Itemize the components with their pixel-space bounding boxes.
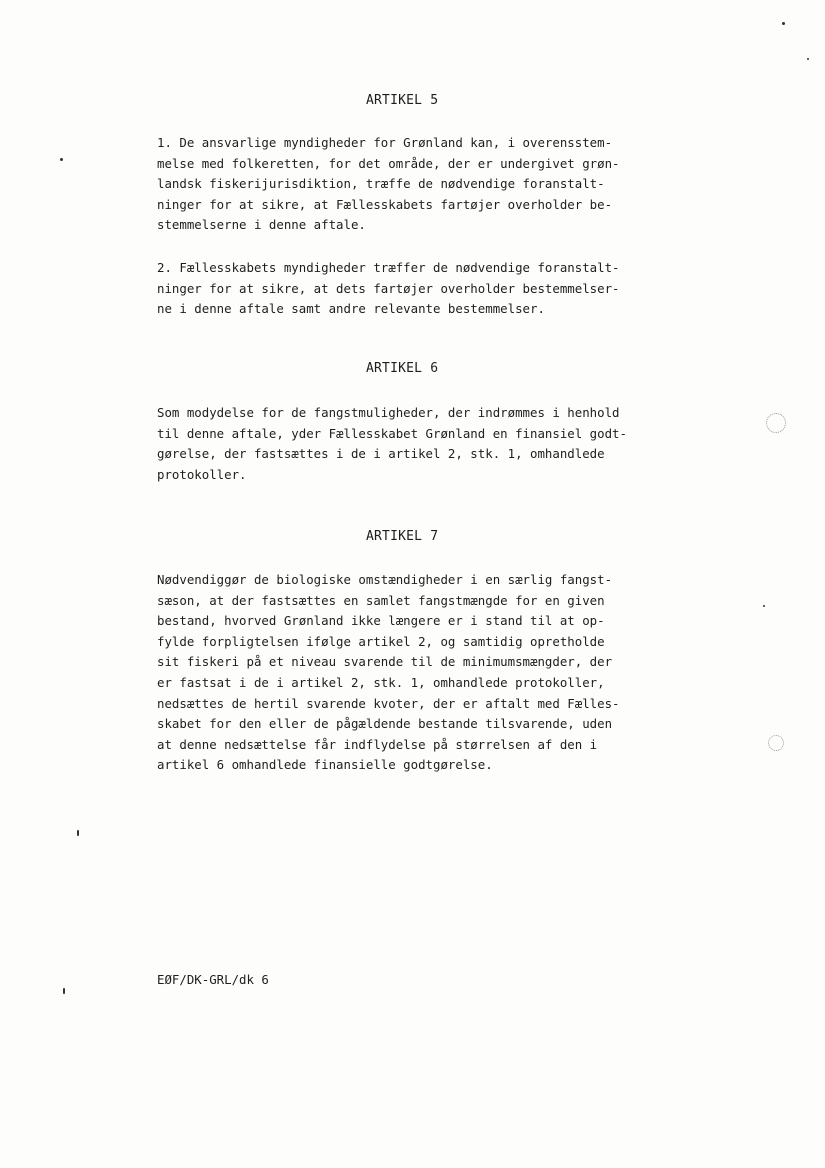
text-line: til denne aftale, yder Fællesskabet Grønland en finansiel godt- xyxy=(157,425,627,441)
text-line: er fastsat i de i artikel 2, stk. 1, omhandlede protokoller, xyxy=(157,674,605,690)
text-line: fylde forpligtelsen ifølge artikel 2, og samtidig opretholde xyxy=(157,633,605,649)
text-line: artikel 6 omhandlede finansielle godtgørelse. xyxy=(157,757,493,773)
text-line: at denne nedsættelse får indflydelse på størrelsen af den i xyxy=(157,736,598,752)
scan-speck xyxy=(782,22,785,25)
punch-hole-mark xyxy=(766,413,786,433)
text-line: melse med folkeretten, for det område, der er undergivet grøn- xyxy=(157,155,620,171)
article-5-paragraph-2 xyxy=(157,258,620,320)
text-line: skabet for den eller de pågældende bestande tilsvarende, uden xyxy=(157,716,613,732)
scan-speck xyxy=(77,830,79,836)
text-line: stemmelserne i denne aftale. xyxy=(157,217,366,233)
document-reference-footer: EØF/DK-GRL/dk 6 xyxy=(157,972,269,987)
text-line: ninger for at sikre, at dets fartøjer overholder bestemmelser- xyxy=(157,280,620,296)
text-line: Nødvendiggør de biologiske omstændigheder i en særlig fangst- xyxy=(157,572,613,587)
article-6-paragraph xyxy=(157,403,627,485)
text-line: 2. Fællesskabets myndigheder træffer de nødvendige foranstalt- xyxy=(157,260,620,275)
text-line: bestand, hvorved Grønland ikke længere er i stand til at op- xyxy=(157,613,605,629)
text-line: ne i denne aftale samt andre relevante bestemmelser. xyxy=(157,301,545,317)
article-5-heading: ARTIKEL 5 xyxy=(366,93,439,108)
article-7-heading: ARTIKEL 7 xyxy=(366,529,439,544)
text-line: gørelse, der fastsættes i de i artikel 2, stk. 1, omhandlede xyxy=(157,446,605,462)
scan-speck xyxy=(807,58,809,60)
scan-speck xyxy=(60,158,63,161)
text-line: sæson, at der fastsættes en samlet fangstmængde for en given xyxy=(157,592,605,608)
article-7-paragraph xyxy=(157,570,620,776)
scan-speck xyxy=(763,605,765,607)
text-line: landsk fiskerijurisdiktion, træffe de nødvendige foranstalt- xyxy=(157,176,605,192)
text-line: sit fiskeri på et niveau svarende til de minimumsmængder, der xyxy=(157,654,613,670)
text-line: ninger for at sikre, at Fællesskabets fartøjer overholder be- xyxy=(157,196,613,212)
article-6-heading: ARTIKEL 6 xyxy=(366,361,439,376)
text-line: protokoller. xyxy=(157,466,247,482)
text-line: nedsættes de hertil svarende kvoter, der er aftalt med Fælles- xyxy=(157,695,620,711)
punch-hole-mark xyxy=(768,735,784,751)
scan-speck xyxy=(63,988,65,994)
article-5-paragraph-1 xyxy=(157,133,620,236)
text-line: Som modydelse for de fangstmuligheder, der indrømmes i henhold xyxy=(157,405,620,420)
text-line: 1. De ansvarlige myndigheder for Grønland kan, i overensstem- xyxy=(157,135,613,150)
